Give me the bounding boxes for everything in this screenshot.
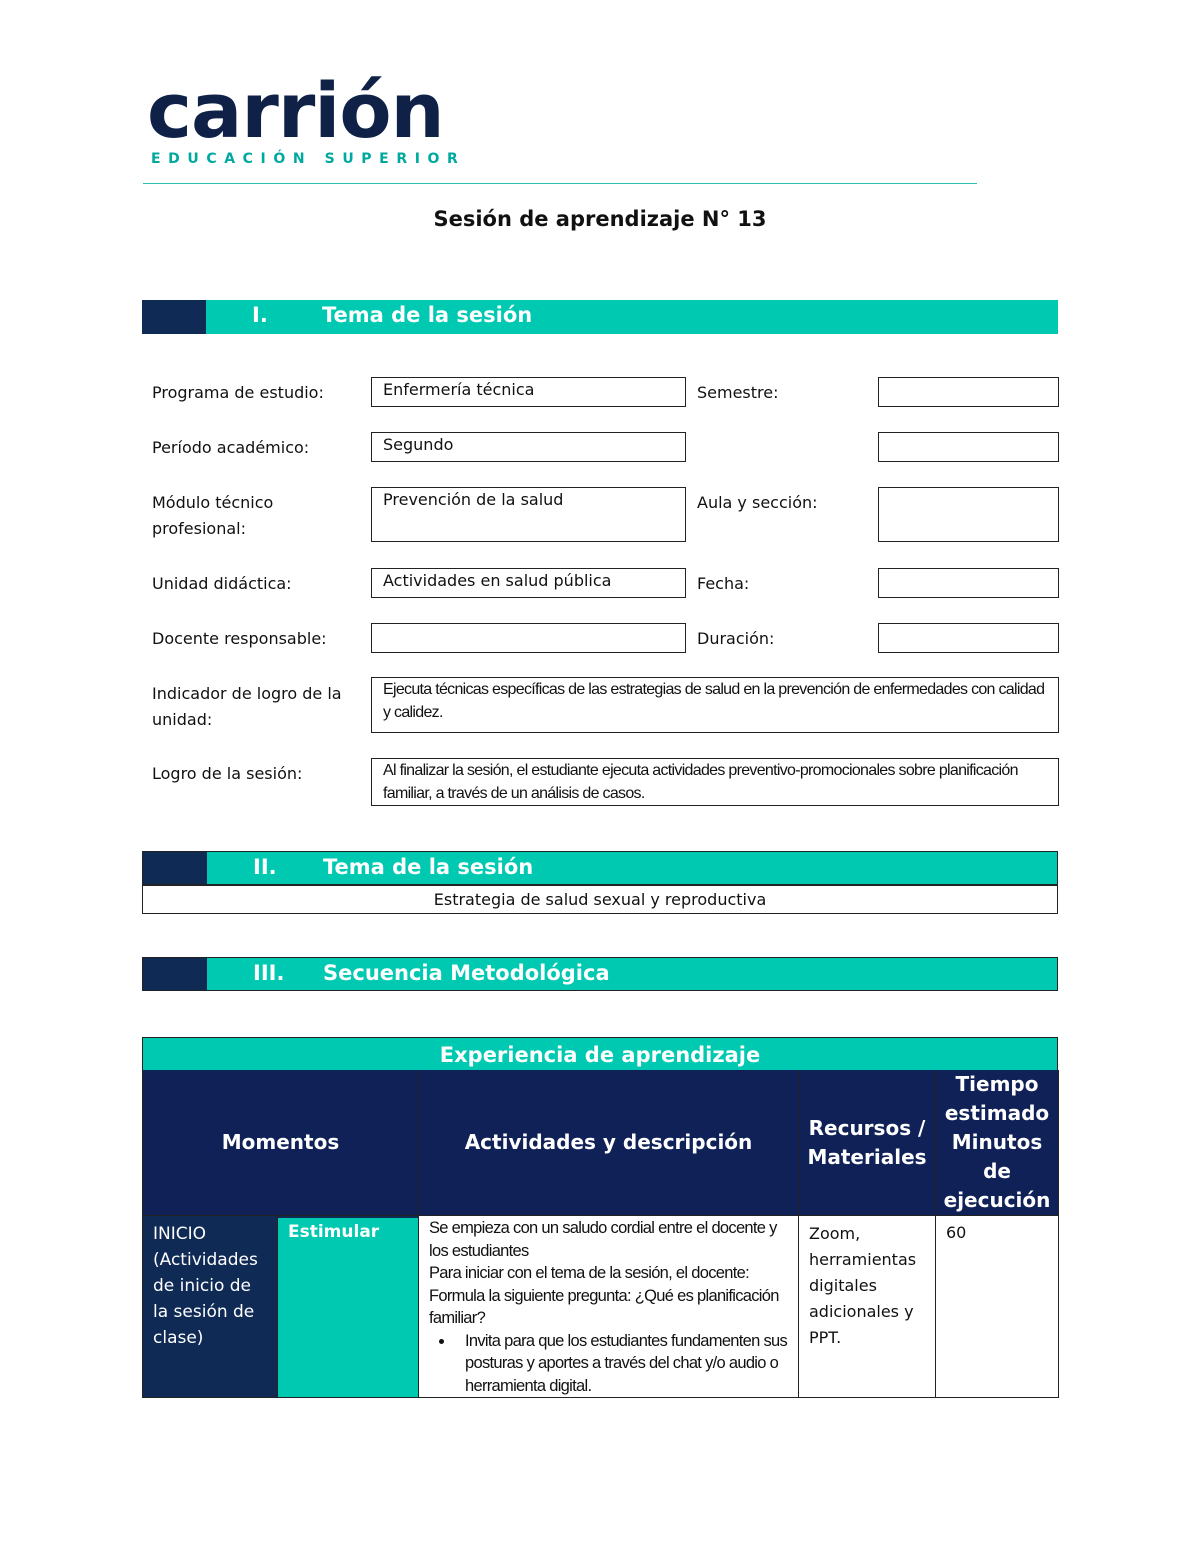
- periodo-label: Período académico:: [152, 438, 310, 457]
- activity-description: [419, 1216, 799, 1398]
- fecha-field[interactable]: [878, 568, 1059, 598]
- methodology-table: [142, 1070, 1058, 1398]
- col-header-momentos: Momentos: [143, 1070, 419, 1216]
- col-header-recursos: Recursos / Materiales: [799, 1070, 936, 1216]
- unidad-value: Actividades en salud pública: [383, 571, 612, 590]
- section-title: Tema de la sesión: [322, 303, 533, 327]
- semestre-label: Semestre:: [697, 383, 779, 402]
- periodo-right-field[interactable]: [878, 432, 1059, 462]
- page-title: Sesión de aprendizaje N° 13: [433, 207, 767, 231]
- section-header-3: [142, 957, 1058, 991]
- logo-subtitle: EDUCACIÓN SUPERIOR: [151, 151, 466, 167]
- col-header-tiempo: Tiempo estimado Minutos de ejecución: [936, 1070, 1059, 1216]
- indicador-label: Indicador de logro de la unidad:: [152, 684, 342, 729]
- programa-label: Programa de estudio:: [152, 383, 324, 402]
- docente-label: Docente responsable:: [152, 629, 327, 648]
- logro-field[interactable]: [371, 758, 1059, 806]
- modulo-label: Módulo técnico profesional:: [152, 493, 274, 538]
- tema-value: Estrategia de salud sexual y reproductiva: [142, 885, 1058, 914]
- semestre-field[interactable]: [878, 377, 1059, 407]
- indicador-value: Ejecuta técnicas específicas de las estrategias de salud en la prevención de enfermedades con calidad y calidez.: [383, 681, 1045, 721]
- section-marker: [143, 852, 207, 884]
- section-header-2: [142, 851, 1058, 885]
- col-header-actividades: Actividades y descripción: [419, 1070, 799, 1216]
- modulo-field[interactable]: [371, 487, 686, 542]
- fecha-label: Fecha:: [697, 574, 750, 593]
- unidad-label: Unidad didáctica:: [152, 574, 292, 593]
- section-header-1: [142, 300, 1058, 334]
- indicador-field[interactable]: [371, 677, 1059, 733]
- activity-line: Para iniciar con el tema de la sesión, el docente:: [429, 1264, 749, 1282]
- time-cell: 60: [936, 1216, 1059, 1398]
- duracion-field[interactable]: [878, 623, 1059, 653]
- docente-field[interactable]: [371, 623, 686, 653]
- periodo-field[interactable]: [371, 432, 686, 462]
- header-divider: [143, 183, 977, 184]
- duracion-label: Duración:: [697, 629, 775, 648]
- logo-wordmark: carrión: [147, 66, 444, 155]
- activity-line: Formula la siguiente pregunta: ¿Qué es planificación familiar?: [429, 1286, 779, 1327]
- modulo-value: Prevención de la salud: [383, 490, 564, 509]
- moment-inicio: INICIO (Actividades de inicio de la sesión de clase): [143, 1216, 278, 1398]
- section-marker: [142, 300, 206, 334]
- periodo-value: Segundo: [383, 435, 454, 454]
- activity-line: Se empieza con un saludo cordial entre el docente y los estudiantes: [429, 1219, 777, 1260]
- section-title: Tema de la sesión: [323, 855, 534, 879]
- logro-value: Al finalizar la sesión, el estudiante ejecuta actividades preventivo-promocionales sobre planificación familiar, a través de un análisis de casos.: [383, 762, 1018, 802]
- section-number: II.: [253, 855, 277, 879]
- aula-label: Aula y sección:: [697, 493, 818, 512]
- section-marker: [143, 958, 207, 990]
- aula-field[interactable]: [878, 487, 1059, 542]
- logro-label: Logro de la sesión:: [152, 764, 303, 783]
- section-number: III.: [253, 961, 285, 985]
- activity-bullet: • Invita para que los estudiantes fundamenten sus posturas y aportes a través del chat y/o audio o herramienta digital.: [455, 1330, 788, 1398]
- activity-bullets: [429, 1330, 788, 1398]
- section-number: I.: [252, 303, 268, 327]
- programa-value: Enfermería técnica: [383, 380, 535, 399]
- section-title: Secuencia Metodológica: [323, 961, 610, 985]
- programa-field[interactable]: [371, 377, 686, 407]
- unidad-field[interactable]: [371, 568, 686, 598]
- resources-cell: Zoom, herramientas digitales adicionales y PPT.: [799, 1216, 936, 1398]
- table-title: Experiencia de aprendizaje: [142, 1037, 1058, 1071]
- phase-estimular: Estimular: [278, 1216, 419, 1398]
